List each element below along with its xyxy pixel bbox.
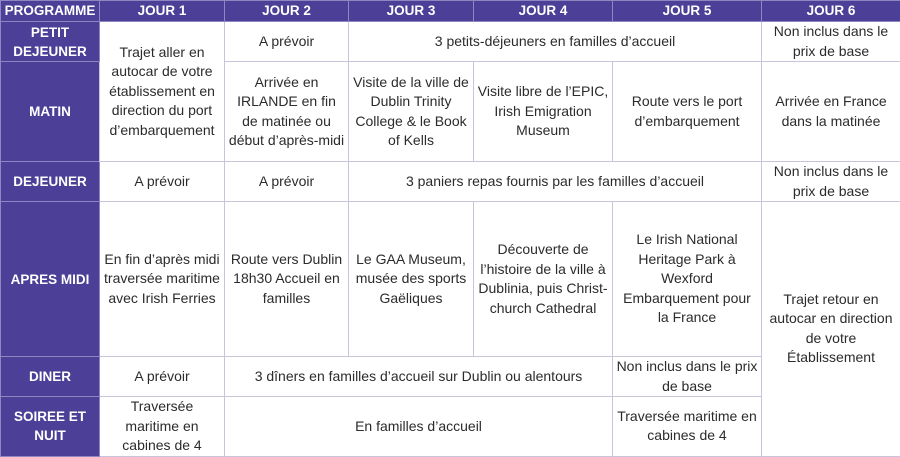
cell-matin-jour3: Visite de la ville de Dublin Trinity College & le Book of Kells — [349, 62, 474, 162]
cell-petit-dejeuner-jour3-5: 3 petits-déjeuners en familles d’accueil — [349, 22, 762, 62]
cell-soiree-jour1: Traversée maritime en cabines de 4 — [100, 397, 225, 457]
row-label-matin: MATIN — [1, 62, 100, 162]
header-jour-4: JOUR 4 — [474, 1, 613, 22]
cell-dejeuner-jour3-5: 3 paniers repas fournis par les familles d’accueil — [349, 162, 762, 202]
cell-jour1-trajet-aller: Trajet aller en autocar de votre établissement en direction du port d’embarquement — [100, 22, 225, 162]
header-jour-3: JOUR 3 — [349, 1, 474, 22]
cell-dejeuner-jour6: Non inclus dans le prix de base — [762, 162, 900, 202]
row-petit-dejeuner — [1, 22, 900, 62]
row-label-dejeuner: DEJEUNER — [1, 162, 100, 202]
header-jour-5: JOUR 5 — [613, 1, 762, 22]
cell-apres-midi-jour3: Le GAA Museum, musée des sports Gaëliques — [349, 202, 474, 357]
cell-matin-jour2: Arrivée en IRLANDE en fin de matinée ou début d’après-midi — [225, 62, 349, 162]
cell-petit-dejeuner-jour2: A prévoir — [225, 22, 349, 62]
cell-soiree-jour5: Traversée maritime en cabines de 4 — [613, 397, 762, 457]
row-dejeuner — [1, 162, 900, 202]
header-jour-6: JOUR 6 — [762, 1, 900, 22]
cell-matin-jour5: Route vers le port d’embarquement — [613, 62, 762, 162]
row-label-petit-dejeuner: PETIT DEJEUNER — [1, 22, 100, 62]
cell-diner-jour1: A prévoir — [100, 357, 225, 397]
cell-matin-jour6: Arrivée en France dans la matinée — [762, 62, 900, 162]
cell-soiree-jour2-4: En familles d’accueil — [225, 397, 613, 457]
cell-apres-midi-jour1: En fin d’après midi traversée maritime avec Irish Ferries — [100, 202, 225, 357]
cell-jour6-trajet-retour: Trajet retour en autocar en direction de votre Établissement — [762, 202, 900, 457]
cell-diner-jour5: Non inclus dans le prix de base — [613, 357, 762, 397]
header-row — [1, 1, 900, 22]
cell-apres-midi-jour5: Le Irish National Heritage Park à Wexford Embarquement pour la France — [613, 202, 762, 357]
cell-dejeuner-jour1: A prévoir — [100, 162, 225, 202]
cell-apres-midi-jour4: Découverte de l’histoire de la ville à Dublinia, puis Christ-church Cathedral — [474, 202, 613, 357]
cell-apres-midi-jour2: Route vers Dublin 18h30 Accueil en familles — [225, 202, 349, 357]
header-programme: PROGRAMME — [1, 1, 100, 22]
row-label-diner: DINER — [1, 357, 100, 397]
header-jour-2: JOUR 2 — [225, 1, 349, 22]
cell-matin-jour4: Visite libre de l’EPIC, Irish Emigration Museum — [474, 62, 613, 162]
row-label-soiree: SOIREE ET NUIT — [1, 397, 100, 457]
header-jour-1: JOUR 1 — [100, 1, 225, 22]
cell-petit-dejeuner-jour6: Non inclus dans le prix de base — [762, 22, 900, 62]
row-apres-midi — [1, 202, 900, 357]
cell-diner-jour2-4: 3 dîners en familles d’accueil sur Dublin ou alentours — [225, 357, 613, 397]
cell-dejeuner-jour2: A prévoir — [225, 162, 349, 202]
row-label-apres-midi: APRES MIDI — [1, 202, 100, 357]
